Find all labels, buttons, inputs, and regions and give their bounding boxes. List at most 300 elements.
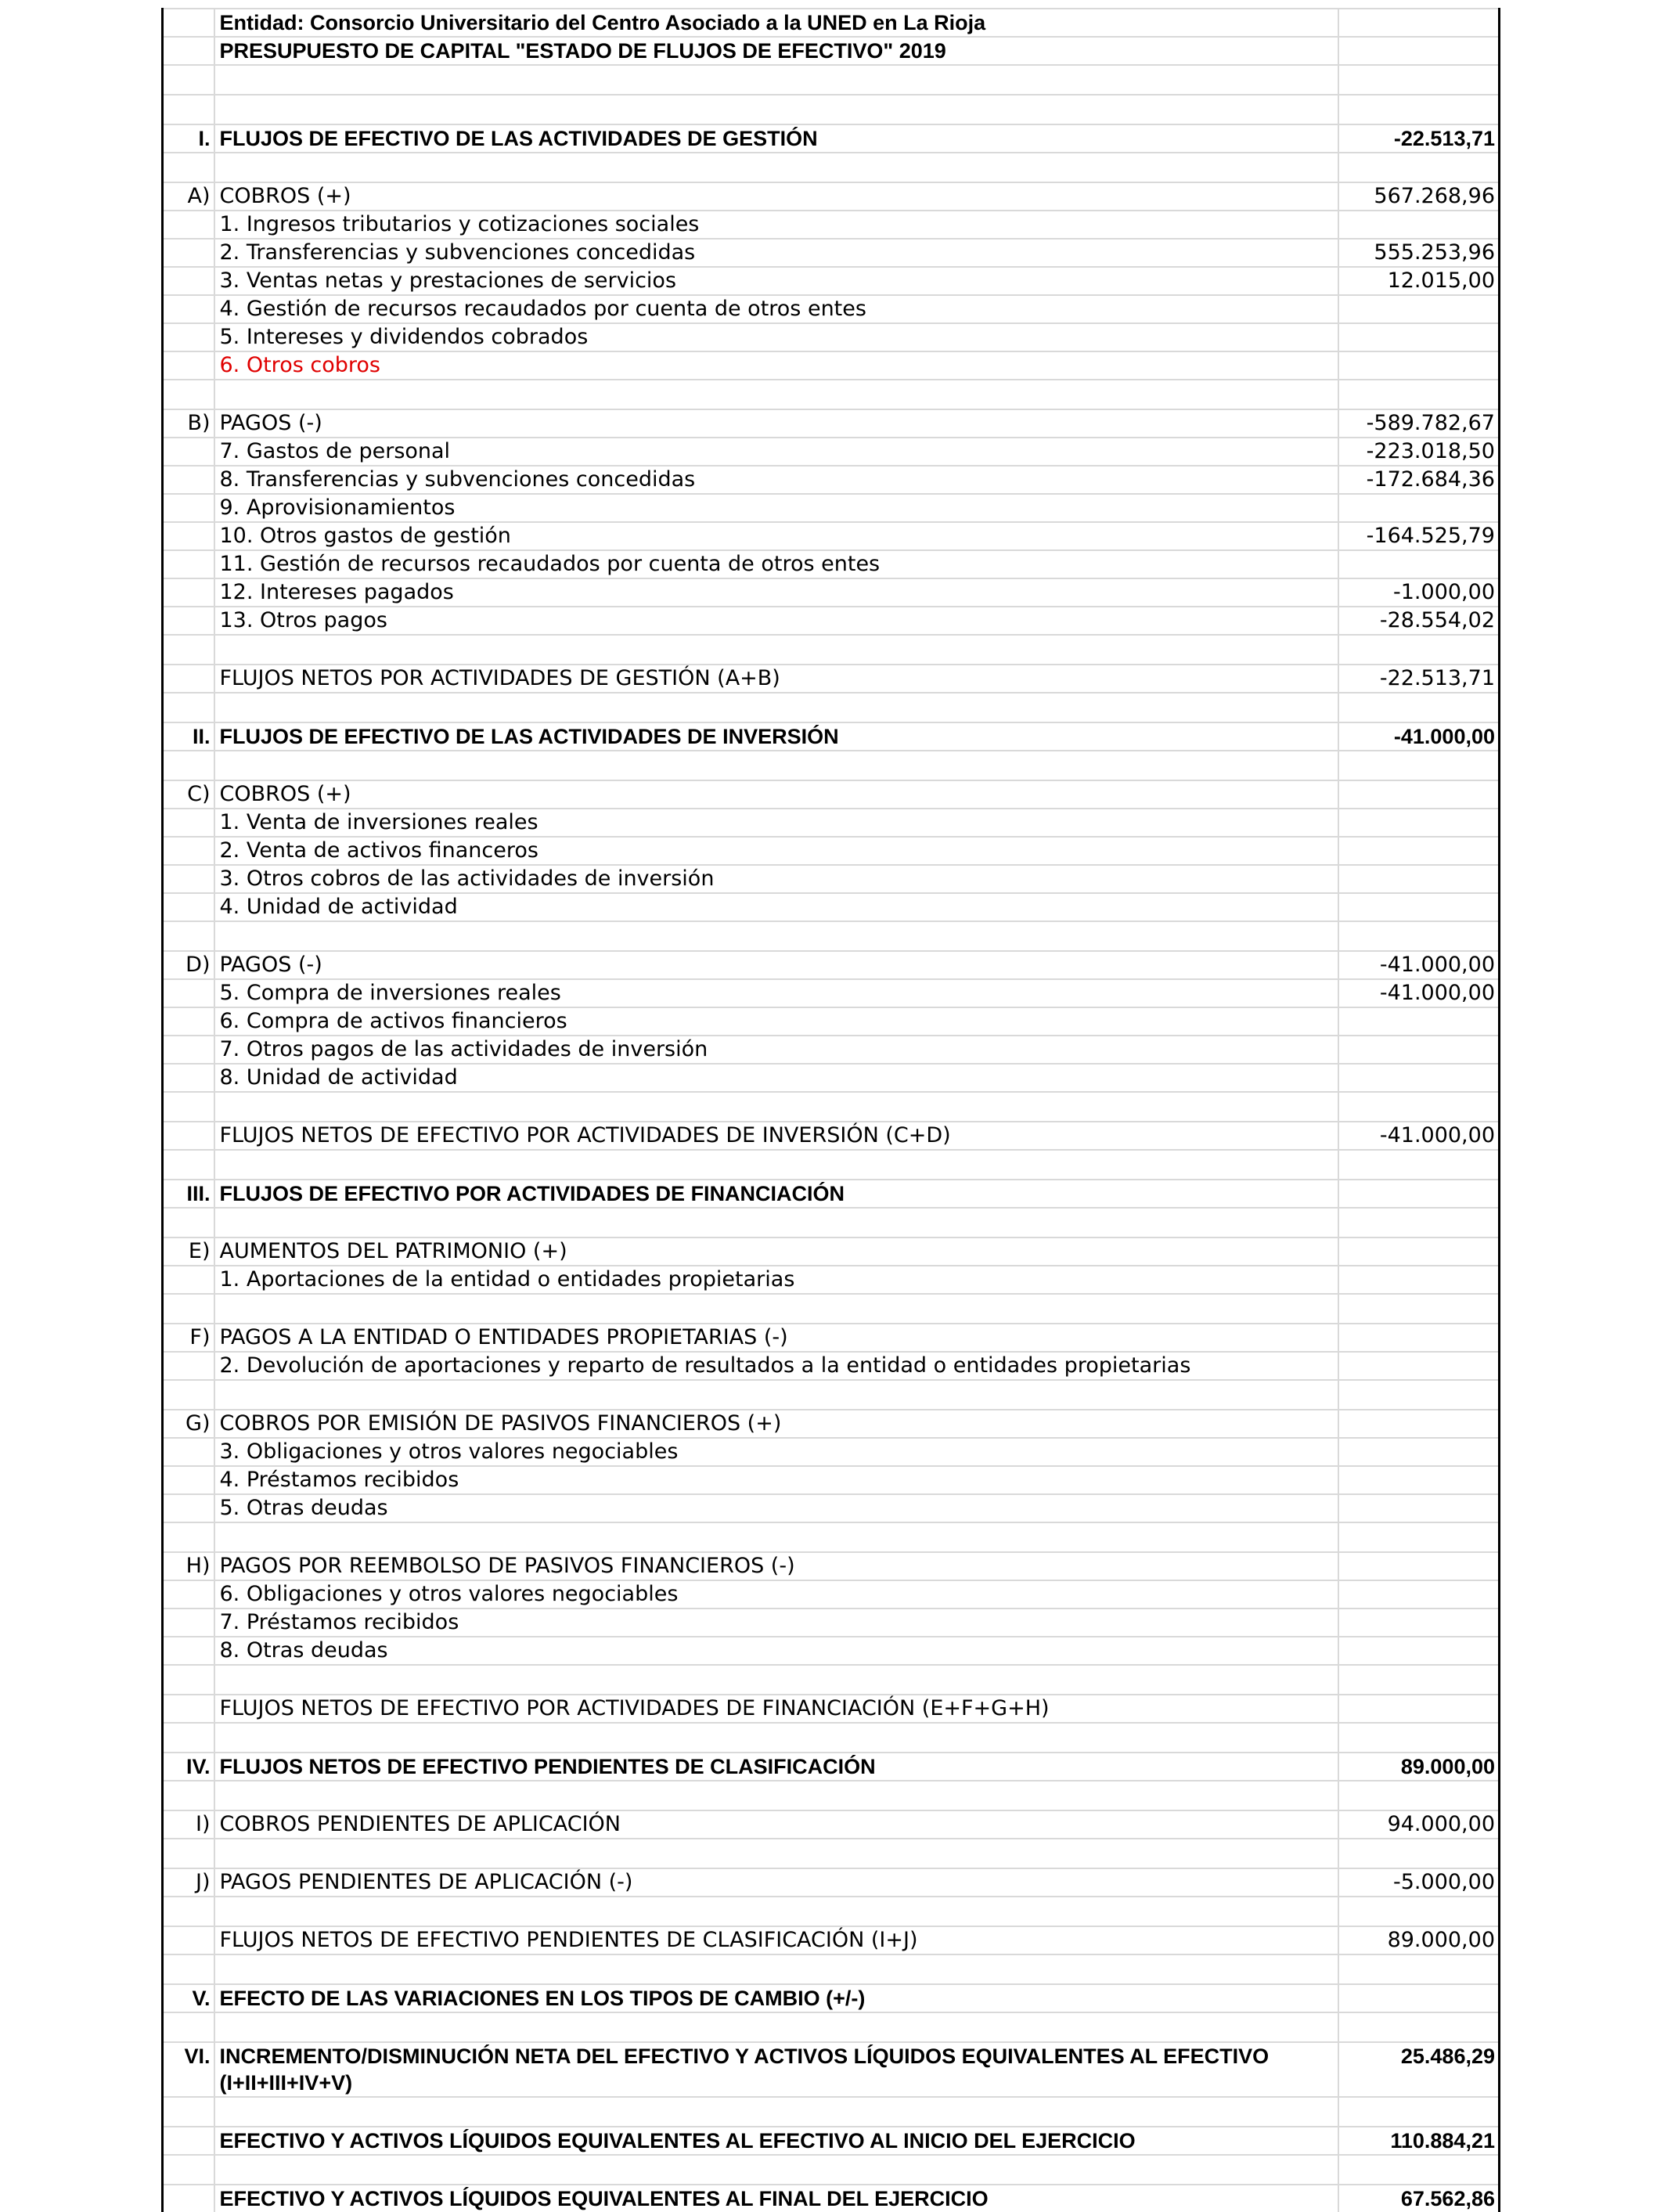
row-label: [163, 494, 214, 522]
row-description: 6. Otros cobros: [214, 351, 1338, 380]
row-amount: [1338, 1580, 1500, 1609]
section-row: [163, 1180, 1500, 1208]
table-row: [163, 865, 1500, 893]
row-description: 2. Venta de activos financeros: [214, 837, 1338, 865]
row-description: 1. Ingresos tributarios y cotizaciones sociales: [214, 211, 1338, 239]
row-description: 1. Aportaciones de la entidad o entidades propietarias: [214, 1266, 1338, 1294]
row-amount: -5.000,00: [1338, 1868, 1500, 1897]
row-amount: [1338, 153, 1500, 182]
row-label: [163, 1723, 214, 1753]
row-description: [214, 1897, 1338, 1926]
row-label: [163, 550, 214, 578]
blank-row: [163, 65, 1500, 95]
table-row: [163, 182, 1500, 211]
row-label: C): [163, 780, 214, 809]
row-amount: [1338, 809, 1500, 837]
table-row: [163, 550, 1500, 578]
row-label: [163, 1466, 214, 1494]
row-description: [214, 1208, 1338, 1237]
row-amount: 89.000,00: [1338, 1926, 1500, 1954]
row-amount: -41.000,00: [1338, 951, 1500, 979]
row-description: [214, 751, 1338, 780]
blank-row: [163, 751, 1500, 780]
row-label: [163, 1122, 214, 1150]
row-amount: [1338, 211, 1500, 239]
row-description: [214, 1150, 1338, 1180]
cash-flow-statement-table: [161, 8, 1500, 2212]
row-description: [214, 1380, 1338, 1410]
row-label: IV.: [163, 1753, 214, 1781]
section-row: [163, 722, 1500, 751]
row-description: INCREMENTO/DISMINUCIÓN NETA DEL EFECTIVO Y ACTIVOS LÍQUIDOS EQUIVALENTES AL EFECTIVO (I+II+III+IV+V): [214, 2042, 1338, 2097]
row-description: FLUJOS NETOS POR ACTIVIDADES DE GESTIÓN (A+B): [214, 665, 1338, 693]
row-label: [163, 438, 214, 466]
row-description: 6. Compra de activos financieros: [214, 1007, 1338, 1036]
row-amount: [1338, 1954, 1500, 1984]
row-label: [163, 351, 214, 380]
row-description: EFECTIVO Y ACTIVOS LÍQUIDOS EQUIVALENTES AL FINAL DEL EJERCICIO: [214, 2185, 1338, 2212]
row-amount: 12.015,00: [1338, 267, 1500, 295]
row-label: [163, 1637, 214, 1665]
row-label: [163, 607, 214, 635]
table-row: [163, 1494, 1500, 1522]
row-label: [163, 837, 214, 865]
row-label: D): [163, 951, 214, 979]
row-amount: [1338, 323, 1500, 351]
section-row: [163, 124, 1500, 153]
row-amount: [1338, 550, 1500, 578]
blank-row: [163, 95, 1500, 124]
row-label: [163, 1781, 214, 1810]
row-amount: [1338, 635, 1500, 665]
row-label: [163, 239, 214, 267]
row-description: 2. Transferencias y subvenciones concedidas: [214, 239, 1338, 267]
row-description: [214, 2012, 1338, 2042]
row-amount: -223.018,50: [1338, 438, 1500, 466]
row-description: PAGOS (-): [214, 951, 1338, 979]
section-row: [163, 2127, 1500, 2155]
blank-row: [163, 1208, 1500, 1237]
table-row: [163, 1064, 1500, 1092]
row-label: [163, 95, 214, 124]
table-row: [163, 466, 1500, 494]
section-row: [163, 1984, 1500, 2012]
table-row: [163, 1036, 1500, 1064]
row-label: [163, 1036, 214, 1064]
row-amount: [1338, 1438, 1500, 1466]
row-label: VI.: [163, 2042, 214, 2097]
row-label: [163, 578, 214, 607]
table-row: [163, 1609, 1500, 1637]
row-amount: -41.000,00: [1338, 1122, 1500, 1150]
table-row: [163, 1410, 1500, 1438]
row-amount: [1338, 1609, 1500, 1637]
row-label: [163, 865, 214, 893]
row-description: 4. Unidad de actividad: [214, 893, 1338, 921]
row-label: [163, 65, 214, 95]
row-amount: 94.000,00: [1338, 1810, 1500, 1839]
row-description: [214, 1954, 1338, 1984]
row-amount: [1338, 751, 1500, 780]
row-amount: [1338, 1036, 1500, 1064]
row-label: [163, 1897, 214, 1926]
row-description: 5. Intereses y dividendos cobrados: [214, 323, 1338, 351]
row-amount: [1338, 65, 1500, 95]
table-row: [163, 522, 1500, 550]
row-description: AUMENTOS DEL PATRIMONIO (+): [214, 1237, 1338, 1266]
row-amount: -172.684,36: [1338, 466, 1500, 494]
row-amount: [1338, 1266, 1500, 1294]
row-label: [163, 1695, 214, 1723]
row-description: 4. Gestión de recursos recaudados por cuenta de otros entes: [214, 295, 1338, 323]
row-amount: [1338, 380, 1500, 409]
row-label: [163, 1580, 214, 1609]
row-label: V.: [163, 1984, 214, 2012]
row-description: 7. Gastos de personal: [214, 438, 1338, 466]
row-description: FLUJOS NETOS DE EFECTIVO PENDIENTES DE CLASIFICACIÓN: [214, 1753, 1338, 1781]
blank-row: [163, 1150, 1500, 1180]
row-description: [214, 153, 1338, 182]
row-amount: [1338, 1208, 1500, 1237]
table-row: [163, 1580, 1500, 1609]
blank-row: [163, 1897, 1500, 1926]
entity-name: Entidad: Consorcio Universitario del Centro Asociado a la UNED en La Rioja: [214, 9, 1338, 37]
table-row: [163, 351, 1500, 380]
row-label-cell: [163, 9, 214, 37]
row-amount: [1338, 837, 1500, 865]
section-row: [163, 2042, 1500, 2097]
row-description: COBROS PENDIENTES DE APLICACIÓN: [214, 1810, 1338, 1839]
row-description: 8. Transferencias y subvenciones concedidas: [214, 466, 1338, 494]
row-description: [214, 1781, 1338, 1810]
row-description: [214, 2155, 1338, 2185]
row-description: 8. Unidad de actividad: [214, 1064, 1338, 1092]
row-label: [163, 466, 214, 494]
row-description: 2. Devolución de aportaciones y reparto de resultados a la entidad o entidades propietarias: [214, 1352, 1338, 1380]
blank-row: [163, 1092, 1500, 1122]
row-label: [163, 1266, 214, 1294]
table-row: [163, 1552, 1500, 1580]
row-label: II.: [163, 722, 214, 751]
row-label: [163, 1150, 214, 1180]
row-label-cell: [163, 37, 214, 65]
row-label: I): [163, 1810, 214, 1839]
table-row: [163, 893, 1500, 921]
row-description: 4. Préstamos recibidos: [214, 1466, 1338, 1494]
blank-row: [163, 1665, 1500, 1695]
row-label: [163, 153, 214, 182]
row-description: COBROS (+): [214, 182, 1338, 211]
table-row: [163, 578, 1500, 607]
row-description: 10. Otros gastos de gestión: [214, 522, 1338, 550]
row-description: 7. Préstamos recibidos: [214, 1609, 1338, 1637]
row-description: COBROS (+): [214, 780, 1338, 809]
row-amount: [1338, 1839, 1500, 1868]
row-label: [163, 2127, 214, 2155]
blank-row: [163, 1380, 1500, 1410]
table-row: [163, 951, 1500, 979]
row-label: [163, 295, 214, 323]
blank-row: [163, 1781, 1500, 1810]
row-amount: 67.562,86: [1338, 2185, 1500, 2212]
row-label: [163, 1092, 214, 1122]
row-label: [163, 1064, 214, 1092]
row-amount: [1338, 1352, 1500, 1380]
row-label: H): [163, 1552, 214, 1580]
row-label: [163, 1494, 214, 1522]
table-row: [163, 607, 1500, 635]
row-description: FLUJOS DE EFECTIVO DE LAS ACTIVIDADES DE GESTIÓN: [214, 124, 1338, 153]
row-label: [163, 267, 214, 295]
row-amount: [1338, 295, 1500, 323]
row-amount: 110.884,21: [1338, 2127, 1500, 2155]
row-description: [214, 1294, 1338, 1324]
row-amount: [1338, 494, 1500, 522]
row-description: FLUJOS NETOS DE EFECTIVO POR ACTIVIDADES DE FINANCIACIÓN (E+F+G+H): [214, 1695, 1338, 1723]
row-label: [163, 1522, 214, 1552]
row-description: EFECTO DE LAS VARIACIONES EN LOS TIPOS DE CAMBIO (+/-): [214, 1984, 1338, 2012]
row-description: [214, 1522, 1338, 1552]
row-label: G): [163, 1410, 214, 1438]
table-row: [163, 809, 1500, 837]
blank-row: [163, 153, 1500, 182]
row-label: I.: [163, 124, 214, 153]
table-row: [163, 1007, 1500, 1036]
row-label: [163, 522, 214, 550]
row-amount: [1338, 1665, 1500, 1695]
row-amount: -22.513,71: [1338, 124, 1500, 153]
row-amount: [1338, 865, 1500, 893]
row-label: III.: [163, 1180, 214, 1208]
table-row: [163, 239, 1500, 267]
row-amount: [1338, 1695, 1500, 1723]
blank-row: [163, 693, 1500, 722]
row-amount: [1338, 351, 1500, 380]
row-amount: [1338, 2155, 1500, 2185]
row-amount: [1338, 1466, 1500, 1494]
row-amount: [1338, 2097, 1500, 2127]
blank-row: [163, 2097, 1500, 2127]
row-description: FLUJOS DE EFECTIVO DE LAS ACTIVIDADES DE INVERSIÓN: [214, 722, 1338, 751]
row-amount: -1.000,00: [1338, 578, 1500, 607]
row-description: PAGOS A LA ENTIDAD O ENTIDADES PROPIETARIAS (-): [214, 1324, 1338, 1352]
row-label: [163, 665, 214, 693]
table-row: [163, 409, 1500, 438]
blank-row: [163, 921, 1500, 951]
row-amount: [1338, 1294, 1500, 1324]
row-amount: [1338, 1781, 1500, 1810]
blank-row: [163, 1839, 1500, 1868]
blank-row: [163, 2012, 1500, 2042]
row-label: [163, 893, 214, 921]
row-amount: [1338, 1092, 1500, 1122]
row-description: 5. Otras deudas: [214, 1494, 1338, 1522]
row-description: FLUJOS DE EFECTIVO POR ACTIVIDADES DE FINANCIACIÓN: [214, 1180, 1338, 1208]
table-row: [163, 267, 1500, 295]
table-row: [163, 1438, 1500, 1466]
row-amount: 567.268,96: [1338, 182, 1500, 211]
row-description: 12. Intereses pagados: [214, 578, 1338, 607]
row-amount: [1338, 2012, 1500, 2042]
row-amount: [1338, 921, 1500, 951]
row-label: [163, 2012, 214, 2042]
row-value-cell: [1338, 9, 1500, 37]
row-label: [163, 693, 214, 722]
row-amount: [1338, 1410, 1500, 1438]
row-amount: -41.000,00: [1338, 722, 1500, 751]
row-description: EFECTIVO Y ACTIVOS LÍQUIDOS EQUIVALENTES AL EFECTIVO AL INICIO DEL EJERCICIO: [214, 2127, 1338, 2155]
row-description: 3. Obligaciones y otros valores negociables: [214, 1438, 1338, 1466]
row-amount: -589.782,67: [1338, 409, 1500, 438]
row-description: [214, 65, 1338, 95]
row-value-cell: [1338, 37, 1500, 65]
table-row: [163, 1695, 1500, 1723]
table-row: [163, 1266, 1500, 1294]
table-row: [163, 665, 1500, 693]
row-label: [163, 1208, 214, 1237]
blank-row: [163, 1294, 1500, 1324]
table-row: [163, 1637, 1500, 1665]
row-amount: [1338, 1007, 1500, 1036]
row-description: [214, 1665, 1338, 1695]
row-description: [214, 1723, 1338, 1753]
row-amount: [1338, 1723, 1500, 1753]
row-description: [214, 693, 1338, 722]
row-description: 11. Gestión de recursos recaudados por cuenta de otros entes: [214, 550, 1338, 578]
row-amount: [1338, 1064, 1500, 1092]
row-description: 3. Ventas netas y prestaciones de servicios: [214, 267, 1338, 295]
row-amount: -164.525,79: [1338, 522, 1500, 550]
table-row: [163, 1324, 1500, 1352]
row-label: [163, 635, 214, 665]
table-row: [163, 1810, 1500, 1839]
section-row: [163, 2185, 1500, 2212]
row-description: FLUJOS NETOS DE EFECTIVO POR ACTIVIDADES DE INVERSIÓN (C+D): [214, 1122, 1338, 1150]
blank-row: [163, 1723, 1500, 1753]
row-label: F): [163, 1324, 214, 1352]
row-label: [163, 1007, 214, 1036]
row-amount: [1338, 1637, 1500, 1665]
header-entity-row: [163, 9, 1500, 37]
row-label: [163, 1438, 214, 1466]
row-amount: [1338, 780, 1500, 809]
row-description: FLUJOS NETOS DE EFECTIVO PENDIENTES DE CLASIFICACIÓN (I+J): [214, 1926, 1338, 1954]
table-row: [163, 438, 1500, 466]
row-label: [163, 1665, 214, 1695]
row-description: [214, 921, 1338, 951]
row-description: [214, 635, 1338, 665]
row-description: PAGOS POR REEMBOLSO DE PASIVOS FINANCIEROS (-): [214, 1552, 1338, 1580]
row-description: 5. Compra de inversiones reales: [214, 979, 1338, 1007]
table-row: [163, 979, 1500, 1007]
row-label: [163, 751, 214, 780]
row-label: [163, 921, 214, 951]
row-label: A): [163, 182, 214, 211]
table-row: [163, 494, 1500, 522]
statement-title: PRESUPUESTO DE CAPITAL "ESTADO DE FLUJOS DE EFECTIVO" 2019: [214, 37, 1338, 65]
row-description: 8. Otras deudas: [214, 1637, 1338, 1665]
row-description: PAGOS (-): [214, 409, 1338, 438]
row-amount: [1338, 1522, 1500, 1552]
table-row: [163, 1466, 1500, 1494]
row-label: J): [163, 1868, 214, 1897]
row-description: [214, 1092, 1338, 1122]
row-label: [163, 1926, 214, 1954]
row-amount: [1338, 1180, 1500, 1208]
row-amount: 555.253,96: [1338, 239, 1500, 267]
section-row: [163, 1753, 1500, 1781]
row-description: [214, 380, 1338, 409]
row-label: [163, 1954, 214, 1984]
table-row: [163, 780, 1500, 809]
row-description: 7. Otros pagos de las actividades de inversión: [214, 1036, 1338, 1064]
row-amount: [1338, 95, 1500, 124]
blank-row: [163, 380, 1500, 409]
row-label: [163, 1380, 214, 1410]
table-row: [163, 1122, 1500, 1150]
row-description: 13. Otros pagos: [214, 607, 1338, 635]
row-description: COBROS POR EMISIÓN DE PASIVOS FINANCIEROS (+): [214, 1410, 1338, 1438]
header-title-row: [163, 37, 1500, 65]
row-amount: [1338, 1552, 1500, 1580]
row-label: B): [163, 409, 214, 438]
row-label: [163, 979, 214, 1007]
row-amount: [1338, 1324, 1500, 1352]
row-label: [163, 2097, 214, 2127]
row-amount: [1338, 1380, 1500, 1410]
table-row: [163, 1868, 1500, 1897]
row-description: 6. Obligaciones y otros valores negociables: [214, 1580, 1338, 1609]
table-row: [163, 323, 1500, 351]
row-label: [163, 2155, 214, 2185]
blank-row: [163, 1522, 1500, 1552]
row-label: [163, 1352, 214, 1380]
blank-row: [163, 1954, 1500, 1984]
row-amount: [1338, 1237, 1500, 1266]
row-label: [163, 2185, 214, 2212]
row-label: [163, 1839, 214, 1868]
row-amount: [1338, 1984, 1500, 2012]
row-description: [214, 95, 1338, 124]
table-row: [163, 1926, 1500, 1954]
row-description: 1. Venta de inversiones reales: [214, 809, 1338, 837]
row-label: [163, 1609, 214, 1637]
row-description: 3. Otros cobros de las actividades de inversión: [214, 865, 1338, 893]
row-amount: [1338, 1897, 1500, 1926]
row-amount: [1338, 1150, 1500, 1180]
row-amount: [1338, 1494, 1500, 1522]
row-label: [163, 380, 214, 409]
row-label: [163, 1294, 214, 1324]
row-description: [214, 2097, 1338, 2127]
row-description: PAGOS PENDIENTES DE APLICACIÓN (-): [214, 1868, 1338, 1897]
row-amount: -22.513,71: [1338, 665, 1500, 693]
row-label: [163, 323, 214, 351]
table-row: [163, 295, 1500, 323]
row-amount: [1338, 893, 1500, 921]
blank-row: [163, 635, 1500, 665]
table-row: [163, 211, 1500, 239]
row-label: [163, 211, 214, 239]
row-amount: 25.486,29: [1338, 2042, 1500, 2097]
table-row: [163, 1352, 1500, 1380]
row-amount: [1338, 693, 1500, 722]
table-row: [163, 1237, 1500, 1266]
row-amount: -41.000,00: [1338, 979, 1500, 1007]
row-description: [214, 1839, 1338, 1868]
table-row: [163, 837, 1500, 865]
row-label: E): [163, 1237, 214, 1266]
